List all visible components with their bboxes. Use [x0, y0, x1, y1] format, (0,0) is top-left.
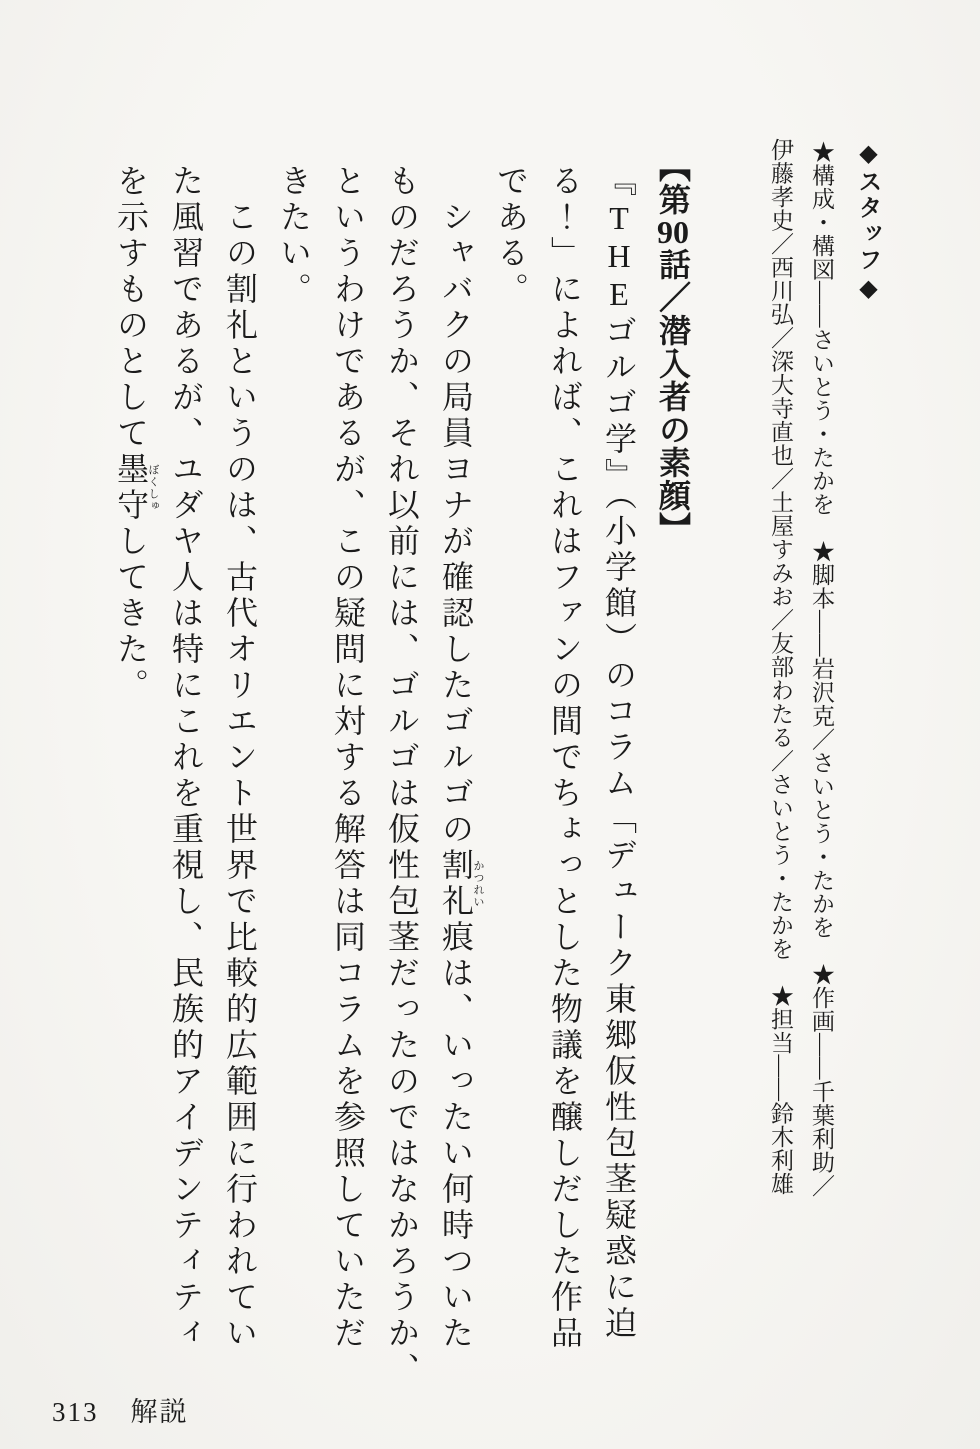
body-text-column: この割礼というのは、古代オリエント世界で比較的広範囲に行われてい — [222, 200, 258, 1352]
body-text-column: を示すものとして墨守ぼくしゅしてきた。 — [113, 164, 159, 704]
page-number: 313 — [52, 1397, 99, 1427]
article — [104, 150, 700, 1449]
staff-column: ★構成・構図——さいとう・たかを ★脚本——岩沢克／さいとう・たかを ★作画——千葉利助／ — [809, 140, 834, 1198]
body-text-column: ものだろうか、それ以前には、ゴルゴは仮性包茎だったのではなかろうか、 — [384, 164, 420, 1388]
body-text-column: シャバクの局員ヨナが確認したゴルゴの割礼かつれい痕は、いったい何時ついた — [438, 200, 484, 1352]
section-label: 解説 — [130, 1397, 189, 1427]
body-text-column: である。 — [493, 164, 529, 308]
body-text-column: きたい。 — [276, 164, 312, 308]
staff-column: 伊藤孝史／西川弘／深大寺直也／土屋すみお／友部わたる／さいとう・たかを ★担当——鈴木利雄 — [768, 138, 793, 1196]
staff-credits — [760, 138, 892, 1368]
body-text-column: というわけであるが、この疑問に対する解答は同コラムを参照していただ — [330, 164, 366, 1352]
body-text-column: た風習であるが、ユダヤ人は特にこれを重視し、民族的アイデンティティ — [168, 164, 204, 1352]
article-title: 【第90話／潜入者の素顔】 — [655, 150, 691, 545]
page-footer — [52, 1390, 189, 1429]
body-text-column: 『THEゴルゴ学』（小学館）のコラム「デューク東郷仮性包茎疑惑に迫 — [601, 164, 637, 1342]
body-text-column: る！」によれば、これはファンの間でちょっとした物議を醸しだした作品 — [547, 164, 583, 1352]
staff-header: ◆スタッフ◆ — [854, 138, 880, 304]
